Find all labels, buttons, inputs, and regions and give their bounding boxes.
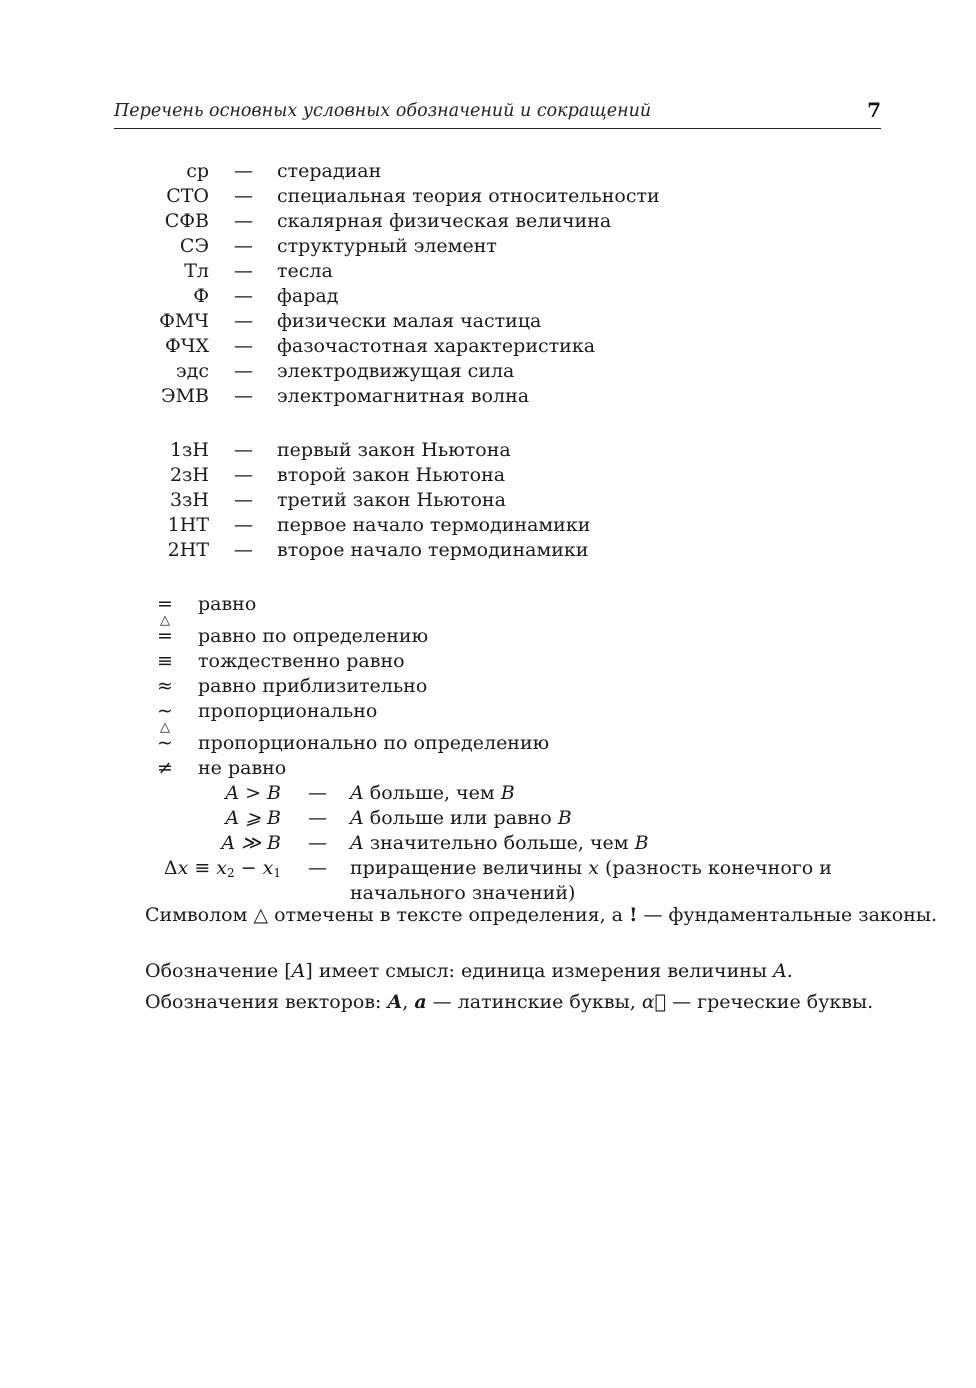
note-text: — фундаментальные законы.: [637, 904, 938, 926]
list-item: [0, 234, 976, 259]
abbreviation: 2НТ: [167, 539, 209, 561]
list-item: [0, 463, 976, 488]
dash: —: [234, 160, 253, 182]
definition: [350, 781, 515, 806]
operator: −: [234, 857, 263, 879]
abbreviation: Ф: [193, 285, 209, 307]
list-item: [0, 184, 976, 209]
triangle-icon: △: [253, 904, 269, 926]
list-item: [0, 438, 976, 463]
definition-text: (разность конечного и: [598, 857, 832, 879]
abbreviation: СТО: [166, 185, 209, 207]
definition: фазочастотная характеристика: [277, 335, 596, 357]
list-item: [0, 756, 976, 781]
page-number: 7: [867, 98, 881, 122]
definition: пропорционально по определению: [198, 732, 550, 754]
note-text: — латинские буквы,: [426, 991, 642, 1013]
definition: скалярная физическая величина: [277, 210, 612, 232]
definition: электродвижущая сила: [277, 360, 515, 382]
dash: —: [234, 439, 253, 461]
abbreviation: СФВ: [164, 210, 209, 232]
abbreviation: ФМЧ: [159, 310, 209, 332]
definition: первый закон Ньютона: [277, 439, 511, 461]
definition: второе начало термодинамики: [277, 539, 589, 561]
list-item: [0, 384, 976, 409]
list-item: [0, 259, 976, 284]
note-text: ,: [402, 991, 415, 1013]
equals-symbol: =: [157, 593, 173, 615]
list-item: [0, 159, 976, 184]
dash: —: [234, 489, 253, 511]
exclamation-icon: !: [629, 904, 638, 926]
variable: B: [500, 782, 515, 804]
symbol-list: [0, 592, 976, 906]
list-item: [0, 334, 976, 359]
definition: равно приблизительно: [198, 675, 428, 697]
variable: x: [177, 857, 189, 879]
dash: —: [234, 539, 253, 561]
definition: структурный элемент: [277, 235, 497, 257]
definition: стерадиан: [277, 160, 382, 182]
dash: —: [308, 782, 327, 804]
list-item: [0, 309, 976, 334]
variable: A: [350, 807, 364, 829]
dash: —: [234, 360, 253, 382]
dash: —: [234, 210, 253, 232]
delta-symbol: Δ: [163, 857, 178, 879]
list-item: [0, 488, 976, 513]
variable: x: [262, 857, 274, 879]
operator: ≡: [188, 857, 217, 879]
note-text: Обозначение [: [145, 960, 292, 982]
identical-symbol: ≡: [157, 650, 173, 672]
definition: третий закон Ньютона: [277, 489, 506, 511]
subscript: 2: [227, 866, 235, 880]
vector-symbol: α⃗: [641, 991, 667, 1013]
abbreviation: 3зН: [169, 489, 209, 511]
abbreviation: ЭМВ: [161, 385, 209, 407]
abbreviation: эдс: [176, 360, 209, 382]
definition: электромагнитная волна: [277, 385, 530, 407]
definition: тесла: [277, 260, 333, 282]
definition: второй закон Ньютона: [277, 464, 506, 486]
abbreviation: СЭ: [179, 235, 209, 257]
list-item: [0, 284, 976, 309]
variable: B: [634, 832, 649, 854]
list-item: [0, 359, 976, 384]
abbreviation: ср: [186, 160, 209, 182]
abbreviation: Тл: [184, 260, 209, 282]
definition: [350, 806, 572, 831]
list-item: [0, 649, 976, 674]
approx-symbol: ≈: [157, 675, 173, 697]
list-item: [0, 806, 976, 831]
list-item: [0, 513, 976, 538]
abbreviation: ФЧХ: [165, 335, 209, 357]
list-item: [0, 674, 976, 699]
not-equal-symbol: ≠: [157, 757, 173, 779]
defined-equals-symbol: [152, 615, 178, 646]
abbreviation: 2зН: [169, 464, 209, 486]
list-item: [0, 592, 976, 617]
dash: —: [234, 310, 253, 332]
dash: —: [234, 185, 253, 207]
note-text: — греческие буквы.: [666, 991, 874, 1013]
definition: пропорционально: [198, 700, 378, 722]
equals-icon: =: [157, 625, 173, 647]
dash: —: [234, 335, 253, 357]
variable: A: [773, 960, 787, 982]
definition-text: начального значений): [350, 882, 576, 904]
list-item: [0, 720, 976, 756]
defined-proportional-symbol: [152, 722, 178, 753]
vector-symbol: A: [387, 991, 403, 1013]
list-item: [0, 613, 976, 649]
definition: первое начало термодинамики: [277, 514, 591, 536]
abbreviation: 1зН: [169, 439, 209, 461]
increment-expression: [164, 856, 281, 881]
variable: x: [588, 857, 599, 879]
dash: —: [234, 285, 253, 307]
variable: A: [350, 782, 364, 804]
math-expression: A > B: [225, 782, 281, 804]
subscript: 1: [273, 866, 281, 880]
dash: —: [234, 260, 253, 282]
math-expression: A ≫ B: [221, 832, 281, 854]
tilde-icon: ∼: [157, 732, 173, 754]
triangle-icon: △: [160, 720, 170, 735]
variable: A: [350, 832, 364, 854]
note-text: .: [786, 960, 793, 982]
list-item: [0, 209, 976, 234]
definition-text: приращение величины: [350, 857, 589, 879]
variable: B: [557, 807, 572, 829]
definition-text: больше или равно: [363, 807, 558, 829]
proportional-symbol: ∼: [157, 700, 173, 722]
definition: тождественно равно: [198, 650, 405, 672]
note-text: отмечены в тексте определения, а: [268, 904, 630, 926]
definition: [350, 831, 649, 856]
dash: —: [308, 857, 327, 879]
note-text: Символом: [145, 904, 254, 926]
list-item: [0, 856, 976, 906]
note-vectors: [145, 990, 873, 1015]
variable: x: [216, 857, 227, 879]
note-text: ] имеет смысл: единица измерения величины: [305, 960, 774, 982]
definition: физически малая частица: [277, 310, 542, 332]
note-text: Обозначения векторов:: [145, 991, 388, 1013]
list-item: [0, 699, 976, 724]
definition-text: больше, чем: [363, 782, 501, 804]
laws-list: [0, 438, 976, 563]
definition: фарад: [277, 285, 339, 307]
vector-symbol: a: [414, 991, 427, 1013]
dash: —: [234, 385, 253, 407]
dash: —: [234, 235, 253, 257]
definition: [350, 856, 832, 906]
abbreviation-list: [0, 159, 976, 409]
math-expression: A ⩾ B: [225, 807, 281, 829]
triangle-icon: △: [160, 613, 170, 628]
list-item: [0, 831, 976, 856]
dash: —: [234, 514, 253, 536]
dash: —: [234, 464, 253, 486]
definition: равно: [198, 593, 257, 615]
header-title: Перечень основных условных обозначений и сокращений: [114, 101, 652, 121]
list-item: [0, 781, 976, 806]
definition-text: значительно больше, чем: [363, 832, 635, 854]
note-units: [145, 959, 793, 984]
dash: —: [308, 832, 327, 854]
variable: A: [291, 960, 306, 982]
abbreviation: 1НТ: [167, 514, 209, 536]
definition: специальная теория относительности: [277, 185, 660, 207]
definition: не равно: [198, 757, 287, 779]
list-item: [0, 538, 976, 563]
running-header: [114, 98, 881, 129]
dash: —: [308, 807, 327, 829]
definition: равно по определению: [198, 625, 429, 647]
note-symbols: [145, 903, 937, 928]
